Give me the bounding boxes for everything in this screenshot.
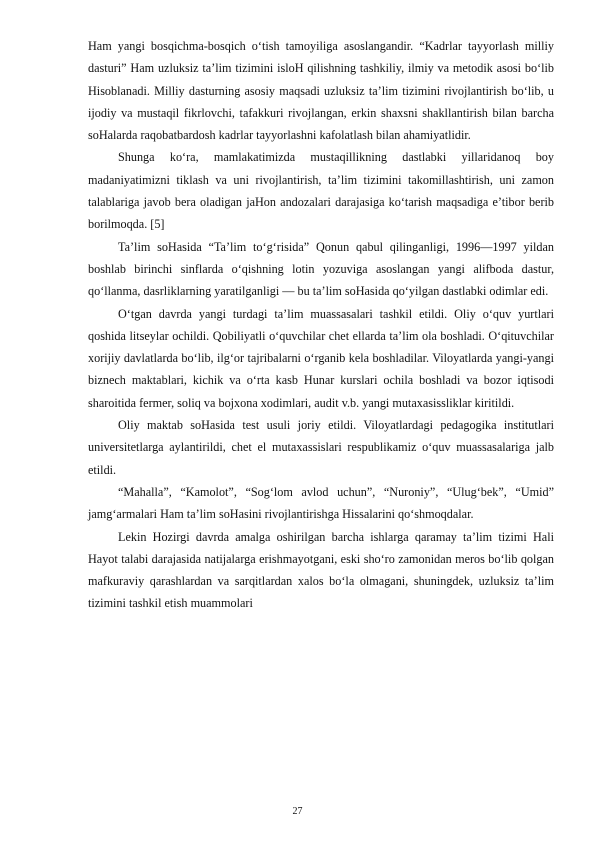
document-body: [88, 35, 554, 615]
page-number: 27: [292, 806, 303, 817]
paragraph: Ta’lim soHasida “Ta’lim to‘g‘risida” Qonun qabul qilinganligi, 1996—1997 yildan boshlab birinchi sinflarda o‘qishning lotin yozuviga asoslangan yangi alifboda dastur, qo‘llanma, dasrliklarning yaratilganligi — bu ta’lim soHasida qo‘yilgan dastlabki odimlar edi.: [88, 239, 554, 299]
paragraph: Oliy maktab soHasida test usuli joriy etildi. Viloyatlardagi pedagogika institutlari universitetlarga aylantirildi, chet el mutaxassislari respublikamiz o‘quv muassasalariga jalb etildi.: [88, 418, 554, 477]
paragraph: Shunga ko‘ra, mamlakatimizda mustaqillikning dastlabki yillaridanoq boy madaniyatimizni tiklash va uni rivojlantirish, ta’lim tizimini takomillashtirish, uni zamon talablariga javob bera oladigan jaHon andozalari darajasiga ko‘tarish maqsadiga e’tibor berib borilmoqda. [5]: [88, 150, 554, 232]
paragraph: O‘tgan davrda yangi turdagi ta’lim muassasalari tashkil etildi. Oliy o‘quv yurtlari qoshida litseylar ochildi. Qobiliyatli o‘quvchilar chet ellarda ta’lim ola boshladi. O‘qituvchilar xorijiy davlatlarda bo‘lib, ilg‘or tajribalarni o‘rganib kela boshladilar. Viloyatlarda yangi-yangi biznech maktablari, kichik va o‘rta kasb Hunar kurslari ochila boshladi va bozor iqtisodi sharoitida fermer, soliq va bojxona xodimlari, audit v.b. yangi mutaxasissliklar kiritildi.: [88, 306, 554, 410]
paragraph: “Mahalla”, “Kamolot”, “Sog‘lom avlod uchun”, “Nuroniy”, “Ulug‘bek”, “Umid” jamg‘armalari Ham ta’lim soHasini rivojlantirishga Hissalarini qo‘shmoqdalar.: [88, 484, 554, 522]
paragraph: Ham yangi bosqichma-bosqich o‘tish tamoyiliga asoslangandir. “Kadrlar tayyorlash milliy dasturi” Ham uzluksiz ta’lim tizimini isloH qilishning tashkiliy, ilmiy va metodik asosi bo‘lib Hisoblanadi. Milliy dasturning asosiy maqsadi uzluksiz ta’lim tizimini rivojlantirish bo‘lib, u ijodiy va mustaqil fikrlovchi, tafakkuri rivojlangan, erkin shaxsni shakllantirish bilan barcha soHalarda raqobatbardosh kadrlar tayyorlashni kafolatlash bilan ahamiyatlidir.: [88, 39, 554, 143]
paragraph: Lekin Hozirgi davrda amalga oshirilgan barcha ishlarga qaramay ta’lim tizimi Hali Hayot talabi darajasida natijalarga erishmayotgani, eski sho‘ro zamonidan meros bo‘lib qolgan mafkuraviy qarashlardan va sarqitlardan xalos bo‘la olmagani, shuningdek, uzluksiz ta’lim tizimini tashkil etish muammolari: [88, 529, 554, 611]
